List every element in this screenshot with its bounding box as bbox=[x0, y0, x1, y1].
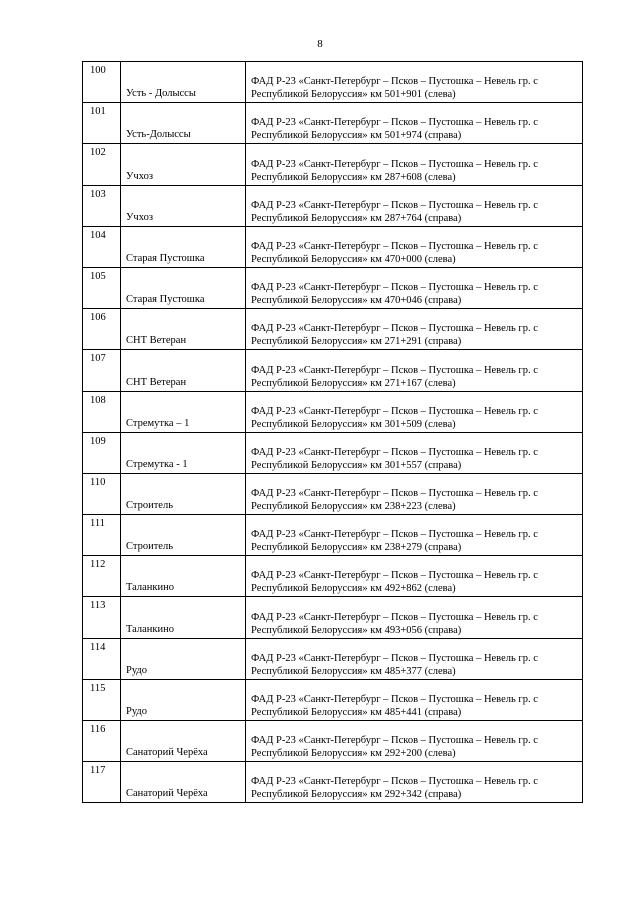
table-row bbox=[83, 556, 583, 597]
table-row bbox=[83, 267, 583, 308]
road-location-cell bbox=[246, 515, 583, 556]
stop-name: СНТ Ветеран bbox=[126, 335, 187, 347]
row-number: 116 bbox=[90, 724, 106, 735]
stop-name-cell bbox=[121, 679, 246, 720]
stop-name: Учхоз bbox=[126, 211, 153, 223]
road-line-1: ФАД Р-23 «Санкт-Петербург – Псков – Пустошка – Невель гр. с bbox=[251, 529, 538, 541]
stop-name-cell bbox=[121, 226, 246, 267]
table-row bbox=[83, 103, 583, 144]
road-location bbox=[246, 364, 582, 391]
row-number-cell bbox=[83, 597, 121, 638]
row-number: 108 bbox=[90, 394, 106, 406]
road-line-1: ФАД Р-23 «Санкт-Петербург – Псков – Пустошка – Невель гр. с bbox=[251, 364, 538, 376]
road-line-2: Республикой Белоруссия» км 271+167 (слева) bbox=[251, 377, 456, 389]
road-location bbox=[246, 322, 582, 349]
stop-name: Учхоз bbox=[126, 170, 153, 182]
road-location-cell bbox=[246, 762, 583, 803]
road-line-1: ФАД Р-23 «Санкт-Петербург – Псков – Пустошка – Невель гр. с bbox=[251, 776, 538, 788]
road-line-2: Республикой Белоруссия» км 238+223 (слева) bbox=[251, 501, 456, 513]
road-line-2: Республикой Белоруссия» км 485+377 (слева) bbox=[251, 665, 456, 677]
row-number: 115 bbox=[90, 682, 106, 694]
road-location bbox=[246, 652, 582, 679]
row-number: 105 bbox=[90, 270, 106, 282]
road-line-2: Республикой Белоруссия» км 485+441 (справа) bbox=[251, 707, 462, 718]
road-location bbox=[246, 281, 582, 308]
road-line-1: ФАД Р-23 «Санкт-Петербург – Псков – Пустошка – Невель гр. с bbox=[251, 570, 538, 582]
table-row bbox=[83, 185, 583, 226]
row-number-cell bbox=[83, 432, 121, 473]
road-line-1: ФАД Р-23 «Санкт-Петербург – Псков – Пустошка – Невель гр. с bbox=[251, 446, 538, 458]
road-location-cell bbox=[246, 103, 583, 144]
stop-name-cell bbox=[121, 350, 246, 391]
row-number-cell bbox=[83, 473, 121, 514]
table-row bbox=[83, 721, 583, 762]
row-number: 101 bbox=[90, 106, 106, 118]
road-location-cell bbox=[246, 556, 583, 597]
road-line-2: Республикой Белоруссия» км 287+764 (справа) bbox=[251, 212, 462, 224]
row-number-cell bbox=[83, 185, 121, 226]
road-location bbox=[246, 528, 582, 555]
road-line-1: ФАД Р-23 «Санкт-Петербург – Псков – Пустошка – Невель гр. с bbox=[251, 652, 538, 664]
road-line-1: ФАД Р-23 «Санкт-Петербург – Псков – Пустошка – Невель гр. с bbox=[251, 405, 538, 417]
road-location bbox=[246, 158, 582, 185]
road-line-2: Республикой Белоруссия» км 292+200 (слева) bbox=[251, 748, 456, 760]
stop-name-cell bbox=[121, 309, 246, 350]
table-row bbox=[83, 309, 583, 350]
row-number: 100 bbox=[90, 65, 106, 76]
road-location bbox=[246, 569, 582, 596]
road-line-1: ФАД Р-23 «Санкт-Петербург – Псков – Пустошка – Невель гр. с bbox=[251, 240, 538, 252]
row-number: 117 bbox=[90, 765, 106, 777]
row-number-cell bbox=[83, 721, 121, 762]
row-number-cell bbox=[83, 515, 121, 556]
stop-name-cell bbox=[121, 62, 246, 103]
road-location-cell bbox=[246, 226, 583, 267]
stop-name-cell bbox=[121, 432, 246, 473]
road-location-cell bbox=[246, 391, 583, 432]
road-location-cell bbox=[246, 721, 583, 762]
row-number-cell bbox=[83, 679, 121, 720]
road-location-cell bbox=[246, 473, 583, 514]
table-row bbox=[83, 473, 583, 514]
road-line-1: ФАД Р-23 «Санкт-Петербург – Псков – Пустошка – Невель гр. с bbox=[251, 199, 538, 211]
road-line-2: Республикой Белоруссия» км 271+291 (справа) bbox=[251, 336, 462, 348]
row-number: 103 bbox=[90, 188, 106, 200]
road-line-1: ФАД Р-23 «Санкт-Петербург – Псков – Пустошка – Невель гр. с bbox=[251, 76, 538, 88]
road-location-cell bbox=[246, 432, 583, 473]
road-line-1: ФАД Р-23 «Санкт-Петербург – Псков – Пустошка – Невель гр. с bbox=[251, 323, 538, 335]
stop-name-cell bbox=[121, 721, 246, 762]
table-row bbox=[83, 432, 583, 473]
table-row bbox=[83, 391, 583, 432]
stop-name: Стремутка - 1 bbox=[126, 458, 188, 470]
stop-name: Санаторий Черёха bbox=[126, 747, 208, 759]
road-line-1: ФАД Р-23 «Санкт-Петербург – Псков – Пустошка – Невель гр. с bbox=[251, 611, 538, 623]
road-location-cell bbox=[246, 62, 583, 103]
road-location bbox=[246, 693, 582, 720]
table-body bbox=[83, 62, 583, 803]
road-line-2: Республикой Белоруссия» км 492+862 (слева) bbox=[251, 583, 456, 595]
table-row bbox=[83, 144, 583, 185]
table-row bbox=[83, 597, 583, 638]
road-line-1: ФАД Р-23 «Санкт-Петербург – Псков – Пустошка – Невель гр. с bbox=[251, 694, 538, 705]
road-line-1: ФАД Р-23 «Санкт-Петербург – Псков – Пустошка – Невель гр. с bbox=[251, 282, 538, 294]
table-row bbox=[83, 515, 583, 556]
page-number: 8 bbox=[317, 38, 323, 50]
stop-name-cell bbox=[121, 144, 246, 185]
bus-stops-table bbox=[82, 61, 583, 803]
stop-name: Старая Пустошка bbox=[126, 252, 205, 264]
stop-name: СНТ Ветеран bbox=[126, 376, 187, 388]
row-number-cell bbox=[83, 638, 121, 679]
road-location bbox=[246, 487, 582, 514]
row-number-cell bbox=[83, 762, 121, 803]
stop-name-cell bbox=[121, 556, 246, 597]
row-number: 113 bbox=[90, 600, 106, 612]
stop-name: Строитель bbox=[126, 500, 173, 512]
road-line-2: Республикой Белоруссия» км 501+974 (справа) bbox=[251, 130, 462, 142]
row-number: 102 bbox=[90, 147, 106, 159]
road-location bbox=[246, 734, 582, 761]
row-number-cell bbox=[83, 62, 121, 103]
stop-name-cell bbox=[121, 638, 246, 679]
row-number: 114 bbox=[90, 641, 106, 653]
row-number: 107 bbox=[90, 353, 106, 365]
row-number-cell bbox=[83, 309, 121, 350]
stop-name: Строитель bbox=[126, 541, 173, 553]
road-line-2: Республикой Белоруссия» км 301+509 (слева) bbox=[251, 418, 456, 430]
stop-name-cell bbox=[121, 103, 246, 144]
row-number: 104 bbox=[90, 229, 106, 241]
row-number-cell bbox=[83, 556, 121, 597]
road-location-cell bbox=[246, 144, 583, 185]
road-location-cell bbox=[246, 185, 583, 226]
stop-name: Усть-Долыссы bbox=[126, 129, 191, 141]
table-row bbox=[83, 638, 583, 679]
row-number-cell bbox=[83, 103, 121, 144]
road-location-cell bbox=[246, 309, 583, 350]
row-number: 112 bbox=[90, 559, 106, 571]
road-line-2: Республикой Белоруссия» км 493+056 (справа) bbox=[251, 624, 462, 636]
road-location-cell bbox=[246, 597, 583, 638]
stop-name: Таланкино bbox=[126, 582, 175, 594]
row-number: 110 bbox=[90, 476, 106, 488]
road-line-2: Республикой Белоруссия» км 292+342 (справа) bbox=[251, 789, 462, 801]
road-line-1: ФАД Р-23 «Санкт-Петербург – Псков – Пустошка – Невель гр. с bbox=[251, 735, 538, 747]
road-line-2: Республикой Белоруссия» км 287+608 (слева) bbox=[251, 171, 456, 183]
road-location bbox=[246, 240, 582, 267]
table-row bbox=[83, 350, 583, 391]
table-row bbox=[83, 679, 583, 720]
table-row bbox=[83, 762, 583, 803]
road-line-2: Республикой Белоруссия» км 470+000 (слева) bbox=[251, 253, 456, 265]
road-location bbox=[246, 116, 582, 143]
road-location bbox=[246, 446, 582, 473]
row-number: 106 bbox=[90, 312, 106, 324]
road-location bbox=[246, 611, 582, 638]
table-row bbox=[83, 226, 583, 267]
table-row bbox=[83, 62, 583, 103]
stop-name: Рудо bbox=[126, 706, 148, 717]
road-line-2: Республикой Белоруссия» км 470+046 (справа) bbox=[251, 295, 462, 307]
road-location bbox=[246, 199, 582, 226]
stop-name-cell bbox=[121, 473, 246, 514]
row-number-cell bbox=[83, 226, 121, 267]
stop-name-cell bbox=[121, 267, 246, 308]
stop-name: Стремутка – 1 bbox=[126, 417, 190, 429]
road-location bbox=[246, 775, 582, 802]
road-location bbox=[246, 75, 582, 102]
stop-name: Таланкино bbox=[126, 623, 175, 635]
road-location bbox=[246, 405, 582, 432]
stop-name: Старая Пустошка bbox=[126, 294, 205, 306]
row-number-cell bbox=[83, 267, 121, 308]
road-line-2: Республикой Белоруссия» км 301+557 (справа) bbox=[251, 459, 462, 471]
road-line-1: ФАД Р-23 «Санкт-Петербург – Псков – Пустошка – Невель гр. с bbox=[251, 488, 538, 500]
row-number: 109 bbox=[90, 435, 106, 447]
road-location-cell bbox=[246, 267, 583, 308]
road-location-cell bbox=[246, 638, 583, 679]
row-number-cell bbox=[83, 391, 121, 432]
stop-name: Рудо bbox=[126, 664, 148, 676]
stop-name-cell bbox=[121, 515, 246, 556]
stop-name-cell bbox=[121, 391, 246, 432]
road-line-1: ФАД Р-23 «Санкт-Петербург – Псков – Пустошка – Невель гр. с bbox=[251, 117, 538, 129]
road-line-2: Республикой Белоруссия» км 238+279 (справа) bbox=[251, 542, 462, 554]
road-location-cell bbox=[246, 679, 583, 720]
road-line-2: Республикой Белоруссия» км 501+901 (слева) bbox=[251, 89, 456, 101]
stop-name: Санаторий Черёха bbox=[126, 788, 208, 800]
row-number-cell bbox=[83, 144, 121, 185]
stop-name: Усть - Долыссы bbox=[126, 88, 196, 100]
road-location-cell bbox=[246, 350, 583, 391]
road-line-1: ФАД Р-23 «Санкт-Петербург – Псков – Пустошка – Невель гр. с bbox=[251, 158, 538, 170]
row-number: 111 bbox=[90, 518, 105, 530]
stop-name-cell bbox=[121, 597, 246, 638]
stop-name-cell bbox=[121, 185, 246, 226]
stop-name-cell bbox=[121, 762, 246, 803]
row-number-cell bbox=[83, 350, 121, 391]
